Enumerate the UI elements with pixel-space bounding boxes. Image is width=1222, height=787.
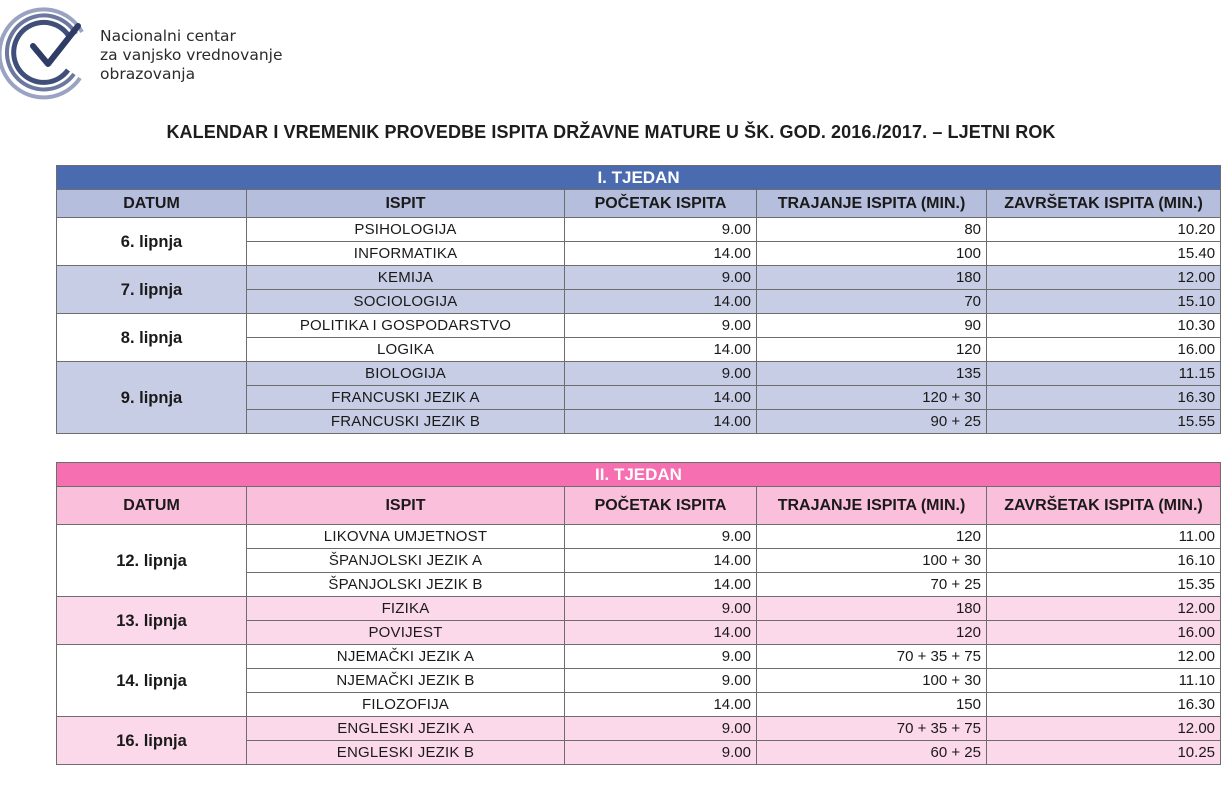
table-row (57, 645, 1221, 669)
exam-cell: ENGLESKI JEZIK B (247, 741, 565, 765)
document-title: KALENDAR I VREMENIK PROVEDBE ISPITA DRŽAVNE MATURE U ŠK. GOD. 2016./2017. – LJETNI ROK (166, 122, 1056, 142)
org-line-2: za vanjsko vrednovanje (100, 46, 283, 64)
duration-cell: 120 (757, 525, 987, 549)
duration-cell: 100 + 30 (757, 669, 987, 693)
start-cell: 14.00 (565, 549, 757, 573)
week-1-heading: I. TJEDAN (57, 166, 1221, 190)
start-cell: 14.00 (565, 573, 757, 597)
column-header-exam: ISPIT (247, 487, 565, 525)
table-row (57, 266, 1221, 290)
end-cell: 15.55 (987, 410, 1221, 434)
column-header-start: POČETAK ISPITA (565, 190, 757, 218)
date-cell: 13. lipnja (57, 597, 247, 645)
end-cell: 11.10 (987, 669, 1221, 693)
duration-cell: 135 (757, 362, 987, 386)
end-cell: 12.00 (987, 266, 1221, 290)
exam-cell: SOCIOLOGIJA (247, 290, 565, 314)
start-cell: 14.00 (565, 621, 757, 645)
duration-cell: 90 + 25 (757, 410, 987, 434)
table-row (57, 314, 1221, 338)
duration-cell: 180 (757, 597, 987, 621)
exam-cell: NJEMAČKI JEZIK A (247, 645, 565, 669)
table-row (57, 597, 1221, 621)
duration-cell: 90 (757, 314, 987, 338)
exam-cell: ŠPANJOLSKI JEZIK A (247, 549, 565, 573)
start-cell: 14.00 (565, 242, 757, 266)
start-cell: 14.00 (565, 386, 757, 410)
exam-cell: KEMIJA (247, 266, 565, 290)
ncvvo-checkmark-logo-icon (0, 4, 90, 104)
duration-cell: 120 + 30 (757, 386, 987, 410)
date-cell: 12. lipnja (57, 525, 247, 597)
date-cell: 7. lipnja (57, 266, 247, 314)
duration-cell: 100 + 30 (757, 549, 987, 573)
exam-cell: BIOLOGIJA (247, 362, 565, 386)
start-cell: 9.00 (565, 362, 757, 386)
duration-cell: 180 (757, 266, 987, 290)
exam-cell: FRANCUSKI JEZIK A (247, 386, 565, 410)
end-cell: 11.15 (987, 362, 1221, 386)
end-cell: 16.30 (987, 693, 1221, 717)
end-cell: 16.00 (987, 338, 1221, 362)
exam-cell: POVIJEST (247, 621, 565, 645)
start-cell: 9.00 (565, 314, 757, 338)
start-cell: 9.00 (565, 266, 757, 290)
duration-cell: 120 (757, 338, 987, 362)
end-cell: 12.00 (987, 717, 1221, 741)
end-cell: 15.35 (987, 573, 1221, 597)
exam-cell: FIZIKA (247, 597, 565, 621)
end-cell: 15.10 (987, 290, 1221, 314)
duration-cell: 150 (757, 693, 987, 717)
exam-cell: LIKOVNA UMJETNOST (247, 525, 565, 549)
exam-cell: ŠPANJOLSKI JEZIK B (247, 573, 565, 597)
table-row (57, 525, 1221, 549)
duration-cell: 70 + 35 + 75 (757, 645, 987, 669)
exam-cell: PSIHOLOGIJA (247, 218, 565, 242)
start-cell: 9.00 (565, 525, 757, 549)
end-cell: 16.10 (987, 549, 1221, 573)
start-cell: 9.00 (565, 717, 757, 741)
org-line-1: Nacionalni centar (100, 27, 236, 45)
column-header-exam: ISPIT (247, 190, 565, 218)
date-cell: 14. lipnja (57, 645, 247, 717)
end-cell: 12.00 (987, 645, 1221, 669)
end-cell: 16.30 (987, 386, 1221, 410)
duration-cell: 120 (757, 621, 987, 645)
exam-cell: FILOZOFIJA (247, 693, 565, 717)
start-cell: 9.00 (565, 597, 757, 621)
start-cell: 14.00 (565, 290, 757, 314)
end-cell: 10.25 (987, 741, 1221, 765)
exam-cell: INFORMATIKA (247, 242, 565, 266)
table-row (57, 218, 1221, 242)
column-header-date: DATUM (57, 487, 247, 525)
exam-cell: FRANCUSKI JEZIK B (247, 410, 565, 434)
column-header-duration: TRAJANJE ISPITA (MIN.) (757, 487, 987, 525)
end-cell: 15.40 (987, 242, 1221, 266)
week-2-schedule-table (56, 462, 1221, 765)
duration-cell: 70 + 25 (757, 573, 987, 597)
column-header-end: ZAVRŠETAK ISPITA (MIN.) (987, 487, 1221, 525)
start-cell: 9.00 (565, 645, 757, 669)
duration-cell: 80 (757, 218, 987, 242)
date-cell: 6. lipnja (57, 218, 247, 266)
start-cell: 14.00 (565, 410, 757, 434)
end-cell: 11.00 (987, 525, 1221, 549)
exam-cell: LOGIKA (247, 338, 565, 362)
org-line-3: obrazovanja (100, 65, 196, 83)
column-header-date: DATUM (57, 190, 247, 218)
date-cell: 8. lipnja (57, 314, 247, 362)
start-cell: 9.00 (565, 741, 757, 765)
column-header-start: POČETAK ISPITA (565, 487, 757, 525)
end-cell: 10.20 (987, 218, 1221, 242)
end-cell: 10.30 (987, 314, 1221, 338)
start-cell: 14.00 (565, 338, 757, 362)
end-cell: 12.00 (987, 597, 1221, 621)
organization-name (100, 27, 283, 84)
week-1-schedule-table (56, 165, 1221, 434)
exam-cell: POLITIKA I GOSPODARSTVO (247, 314, 565, 338)
start-cell: 9.00 (565, 669, 757, 693)
date-cell: 16. lipnja (57, 717, 247, 765)
week-2-heading: II. TJEDAN (57, 463, 1221, 487)
start-cell: 9.00 (565, 218, 757, 242)
duration-cell: 60 + 25 (757, 741, 987, 765)
exam-cell: NJEMAČKI JEZIK B (247, 669, 565, 693)
date-cell: 9. lipnja (57, 362, 247, 434)
duration-cell: 100 (757, 242, 987, 266)
column-header-duration: TRAJANJE ISPITA (MIN.) (757, 190, 987, 218)
duration-cell: 70 (757, 290, 987, 314)
exam-cell: ENGLESKI JEZIK A (247, 717, 565, 741)
start-cell: 14.00 (565, 693, 757, 717)
table-row (57, 717, 1221, 741)
column-header-end: ZAVRŠETAK ISPITA (MIN.) (987, 190, 1221, 218)
table-row (57, 362, 1221, 386)
duration-cell: 70 + 35 + 75 (757, 717, 987, 741)
end-cell: 16.00 (987, 621, 1221, 645)
